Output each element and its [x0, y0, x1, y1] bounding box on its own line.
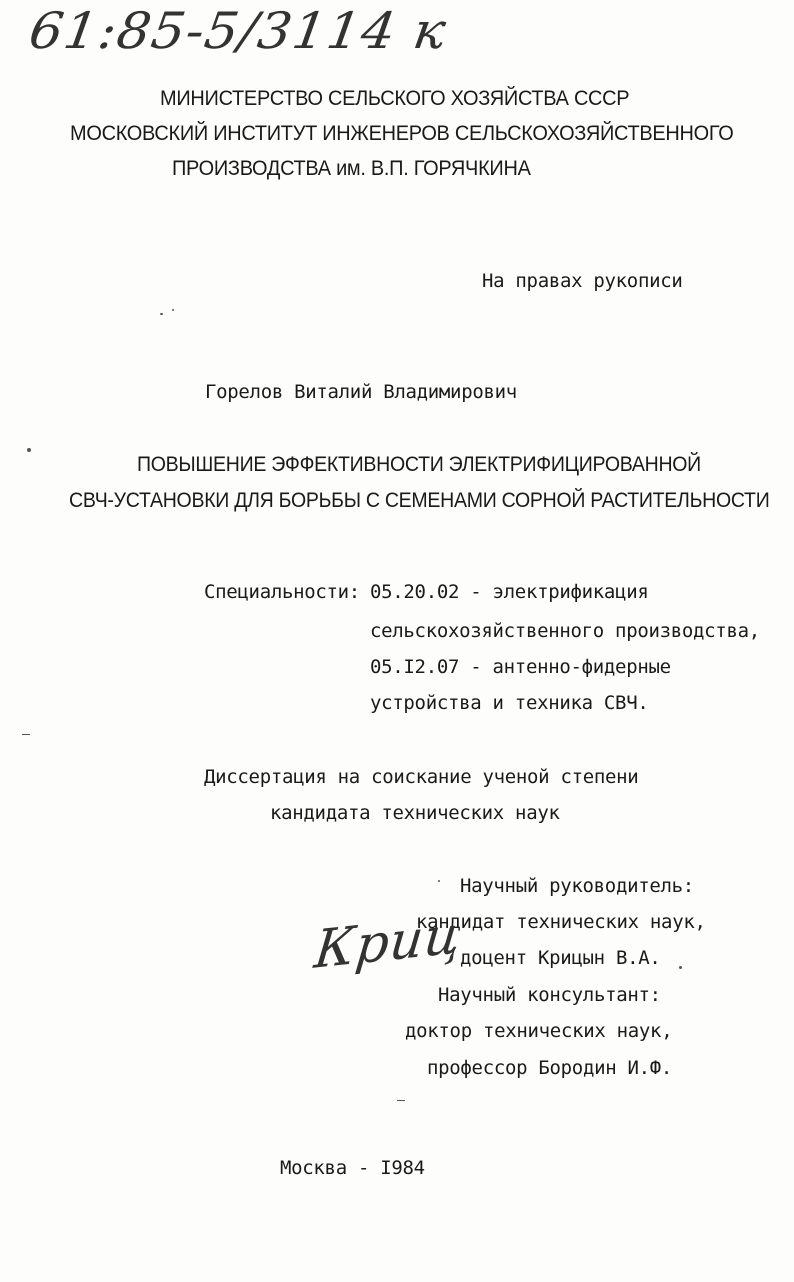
advisor-heading: Научный руководитель:	[460, 875, 694, 897]
scan-speck	[22, 734, 30, 735]
consultant-name: профессор Бородин И.Ф.	[427, 1057, 673, 1079]
author-name: Горелов Виталий Владимирович	[205, 381, 517, 403]
scan-speck	[27, 448, 31, 452]
scan-speck	[160, 313, 163, 315]
degree-line-2: кандидата технических наук	[270, 802, 560, 824]
consultant-degree: доктор технических наук,	[405, 1020, 673, 1042]
title-line-2: СВЧ-УСТАНОВКИ ДЛЯ БОРЬБЫ С СЕМЕНАМИ СОРНОЙ РАСТИТЕЛЬНОСТИ	[69, 489, 770, 512]
city-year: Москва - I984	[280, 1157, 425, 1179]
specialty-2: 05.I2.07 - антенно-фидерные	[370, 656, 671, 678]
scan-speck	[438, 880, 440, 882]
header-production: ПРОИЗВОДСТВА им. В.П. ГОРЯЧКИНА	[172, 157, 531, 180]
consultant-heading: Научный консультант:	[438, 984, 661, 1006]
scan-speck	[172, 309, 174, 311]
title-line-1: ПОВЫШЕНИЕ ЭФФЕКТИВНОСТИ ЭЛЕКТРИФИЦИРОВАННОЙ	[137, 453, 701, 476]
archive-number-handwritten: 61:85-5/3114 к	[25, 2, 451, 60]
scan-speck	[397, 1100, 405, 1101]
advisor-name: доцент Крицын В.А.	[460, 947, 661, 969]
advisor-degree: кандидат технических наук,	[416, 911, 706, 933]
manuscript-note: На правах рукописи	[482, 270, 683, 292]
specialty-1: 05.20.02 - электрификация	[370, 581, 649, 603]
specialty-2-continued: устройства и техника СВЧ.	[370, 692, 649, 714]
specialty-1-continued: сельскохозяйственного производства,	[370, 620, 760, 642]
header-ministry: МИНИСТЕРСТВО СЕЛЬСКОГО ХОЗЯЙСТВА СССР	[160, 87, 630, 110]
advisor-signature: Криц	[311, 904, 465, 982]
header-institute: МОСКОВСКИЙ ИНСТИТУТ ИНЖЕНЕРОВ СЕЛЬСКОХОЗЯЙСТВЕННОГО	[70, 122, 734, 145]
scan-speck	[679, 966, 682, 969]
degree-line-1: Диссертация на соискание ученой степени	[204, 766, 639, 788]
specialties-label: Специальности:	[204, 581, 360, 603]
